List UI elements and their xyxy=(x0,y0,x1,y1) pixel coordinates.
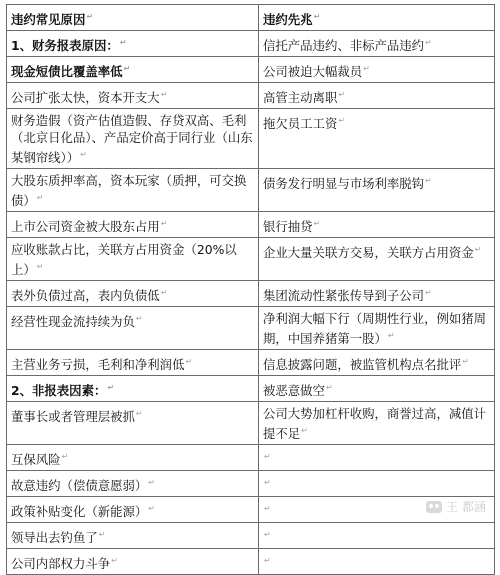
table-cell: 公司内部权力斗争↵ xyxy=(7,549,259,575)
table-row xyxy=(7,169,495,212)
table-cell: 政策补贴变化（新能源）↵ xyxy=(7,497,259,523)
table-row xyxy=(7,83,495,109)
table-row xyxy=(7,109,495,169)
header-cell-causes: 违约常见原因↵ xyxy=(7,5,259,31)
table-row xyxy=(7,238,495,281)
table-cell: 财务造假（资产估值造假、存贷双高、毛利（北京日化品）、产品定价高于同行业（山东某钢帘线））↵ xyxy=(7,109,259,169)
table-cell: 银行抽贷↵ xyxy=(259,212,495,238)
table-cell: 信息披露问题，被监管机构点名批评↵ xyxy=(259,350,495,376)
table-cell: 现金短债比覆盖率低↵ xyxy=(7,57,259,83)
table-cell: ↵ xyxy=(259,549,495,575)
table-cell: 上市公司资金被大股东占用↵ xyxy=(7,212,259,238)
header-cell-signs: 违约先兆↵ xyxy=(259,5,495,31)
table-row xyxy=(7,402,495,445)
table-row xyxy=(7,350,495,376)
table-cell: 企业大量关联方交易，关联方占用资金↵ xyxy=(259,238,495,281)
table-cell: 公司扩张太快，资本开支大↵ xyxy=(7,83,259,109)
table-cell: 大股东质押率高，资本玩家（质押，可交换债）↵ xyxy=(7,169,259,212)
table-row xyxy=(7,471,495,497)
table-cell: 主营业务亏损，毛利和净利润低↵ xyxy=(7,350,259,376)
table-cell: 1、财务报表原因：↵ xyxy=(7,31,259,57)
table-row xyxy=(7,497,495,523)
table-cell: 债务发行明显与市场利率脱钩↵ xyxy=(259,169,495,212)
table-cell: 表外负债过高，表内负债低↵ xyxy=(7,281,259,307)
table-cell: 公司大势加杠杆收购，商誉过高，减值计提不足↵ xyxy=(259,402,495,445)
table-cell: 领导出去钓鱼了↵ xyxy=(7,523,259,549)
table-cell: 信托产品违约、非标产品违约↵ xyxy=(259,31,495,57)
table-row xyxy=(7,212,495,238)
table-cell: 应收账款占比，关联方占用资金（20%以上）↵ xyxy=(7,238,259,281)
table-row xyxy=(7,445,495,471)
table-row xyxy=(7,376,495,402)
watermark-text: 王 都涵 xyxy=(446,500,486,514)
table-row xyxy=(7,57,495,83)
watermark xyxy=(426,498,486,515)
table-cell: ↵ xyxy=(259,523,495,549)
wechat-icon xyxy=(426,501,442,513)
table-cell: 2、非报表因素：↵ xyxy=(7,376,259,402)
table-cell: ↵ xyxy=(259,497,495,523)
table-cell: 集团流动性紧张传导到子公司↵ xyxy=(259,281,495,307)
table-cell: 经营性现金流持续为负↵ xyxy=(7,307,259,350)
table-cell: 互保风险↵ xyxy=(7,445,259,471)
table-row xyxy=(7,549,495,575)
table-row xyxy=(7,31,495,57)
table-row xyxy=(7,281,495,307)
table-row xyxy=(7,523,495,549)
table-row xyxy=(7,307,495,350)
table-header-row xyxy=(7,5,495,31)
table-cell: 被恶意做空↵ xyxy=(259,376,495,402)
table-cell: 故意违约（偿债意愿弱）↵ xyxy=(7,471,259,497)
table-cell: 公司被迫大幅裁员↵ xyxy=(259,57,495,83)
table-cell: 高管主动离职↵ xyxy=(259,83,495,109)
table-cell: ↵ xyxy=(259,471,495,497)
table-cell: ↵ xyxy=(259,445,495,471)
document-table xyxy=(6,4,495,575)
table-cell: 拖欠员工工资↵ xyxy=(259,109,495,169)
table-cell: 净利润大幅下行（周期性行业，例如猪周期，中国养猪第一股）↵ xyxy=(259,307,495,350)
table-cell: 董事长或者管理层被抓↵ xyxy=(7,402,259,445)
